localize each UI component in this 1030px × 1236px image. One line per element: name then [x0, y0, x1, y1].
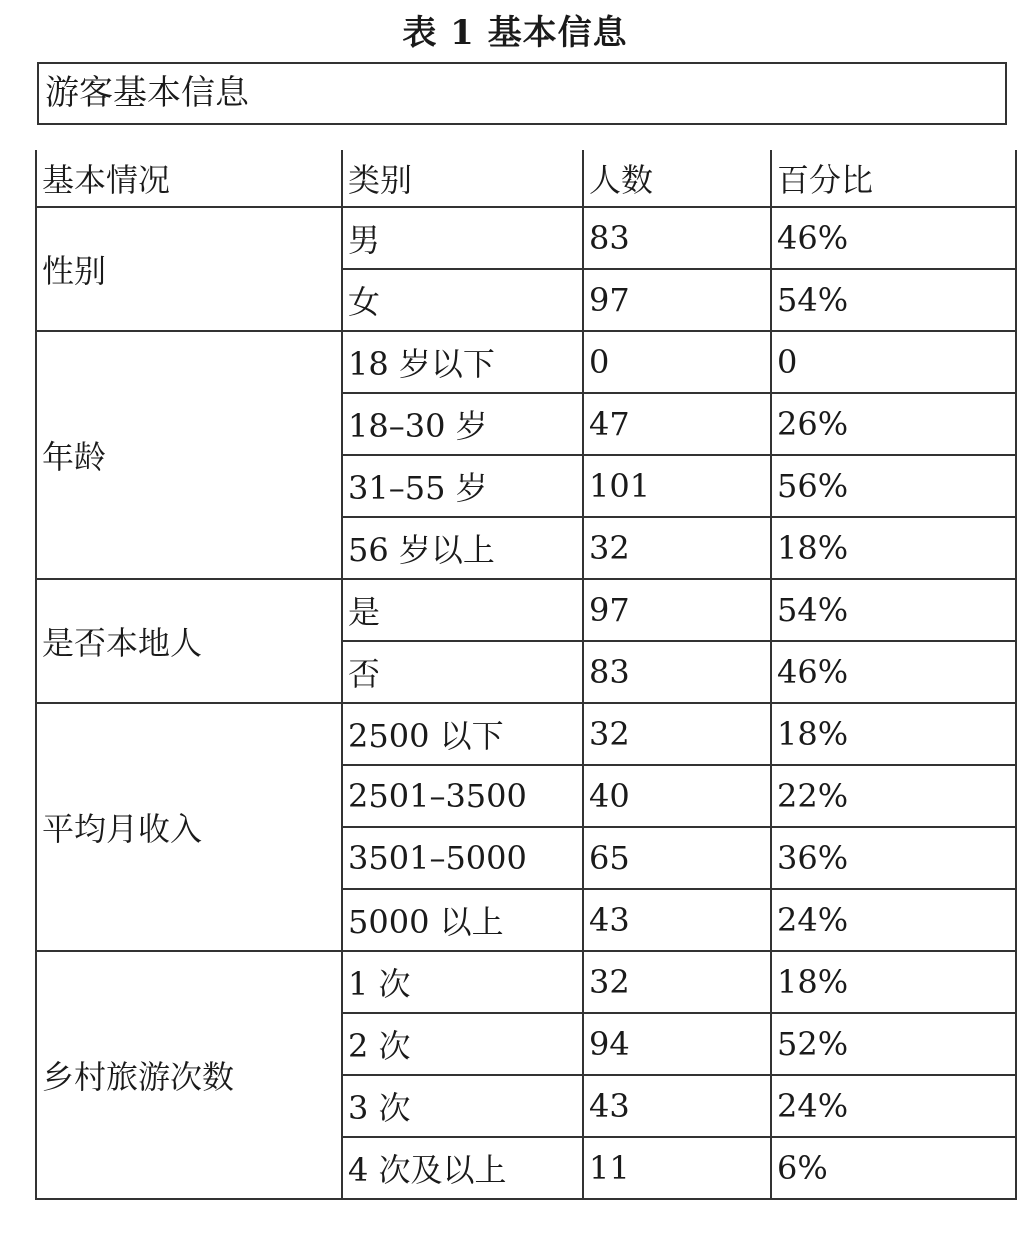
category-cell: 31–55 岁: [342, 455, 583, 517]
count-cell: 47: [583, 393, 771, 455]
table-row: [36, 703, 1016, 765]
count-cell: 83: [583, 641, 771, 703]
column-header: 类别: [342, 150, 583, 207]
category-cell: 3501–5000: [342, 827, 583, 889]
table-row: [36, 951, 1016, 1013]
table-body: [36, 150, 1016, 1199]
count-cell: 32: [583, 951, 771, 1013]
count-cell: 83: [583, 207, 771, 269]
group-label: 性别: [36, 207, 342, 331]
category-cell: 18 岁以下: [342, 331, 583, 393]
percent-cell: 24%: [771, 1075, 1016, 1137]
percent-cell: 18%: [771, 517, 1016, 579]
percent-cell: 6%: [771, 1137, 1016, 1199]
group-label: 平均月收入: [36, 703, 342, 951]
percent-cell: 18%: [771, 951, 1016, 1013]
category-cell: 男: [342, 207, 583, 269]
percent-cell: 54%: [771, 269, 1016, 331]
column-header: 基本情况: [36, 150, 342, 207]
group-label: 是否本地人: [36, 579, 342, 703]
count-cell: 43: [583, 889, 771, 951]
category-cell: 4 次及以上: [342, 1137, 583, 1199]
table-row: [36, 207, 1016, 269]
category-cell: 5000 以上: [342, 889, 583, 951]
count-cell: 94: [583, 1013, 771, 1075]
percent-cell: 26%: [771, 393, 1016, 455]
category-cell: 2 次: [342, 1013, 583, 1075]
count-cell: 32: [583, 517, 771, 579]
count-cell: 97: [583, 269, 771, 331]
column-header: 人数: [583, 150, 771, 207]
count-cell: 11: [583, 1137, 771, 1199]
percent-cell: 52%: [771, 1013, 1016, 1075]
category-cell: 是: [342, 579, 583, 641]
percent-cell: 56%: [771, 455, 1016, 517]
percent-cell: 0: [771, 331, 1016, 393]
category-cell: 3 次: [342, 1075, 583, 1137]
count-cell: 32: [583, 703, 771, 765]
count-cell: 43: [583, 1075, 771, 1137]
percent-cell: 36%: [771, 827, 1016, 889]
table-row: [36, 331, 1016, 393]
column-header: 百分比: [771, 150, 1016, 207]
category-cell: 1 次: [342, 951, 583, 1013]
table-row: [36, 579, 1016, 641]
category-cell: 2501–3500: [342, 765, 583, 827]
percent-cell: 22%: [771, 765, 1016, 827]
category-cell: 女: [342, 269, 583, 331]
table-title: 表 1 基本信息: [402, 13, 628, 53]
table-caption: 游客基本信息: [37, 62, 1007, 125]
count-cell: 65: [583, 827, 771, 889]
percent-cell: 46%: [771, 641, 1016, 703]
count-cell: 101: [583, 455, 771, 517]
percent-cell: 46%: [771, 207, 1016, 269]
count-cell: 40: [583, 765, 771, 827]
count-cell: 97: [583, 579, 771, 641]
group-label: 年龄: [36, 331, 342, 579]
visitor-info-table: [35, 150, 1017, 1200]
percent-cell: 24%: [771, 889, 1016, 951]
percent-cell: 54%: [771, 579, 1016, 641]
category-cell: 56 岁以上: [342, 517, 583, 579]
group-label: 乡村旅游次数: [36, 951, 342, 1199]
category-cell: 2500 以下: [342, 703, 583, 765]
table-header-row: [36, 150, 1016, 207]
percent-cell: 18%: [771, 703, 1016, 765]
category-cell: 18–30 岁: [342, 393, 583, 455]
category-cell: 否: [342, 641, 583, 703]
count-cell: 0: [583, 331, 771, 393]
